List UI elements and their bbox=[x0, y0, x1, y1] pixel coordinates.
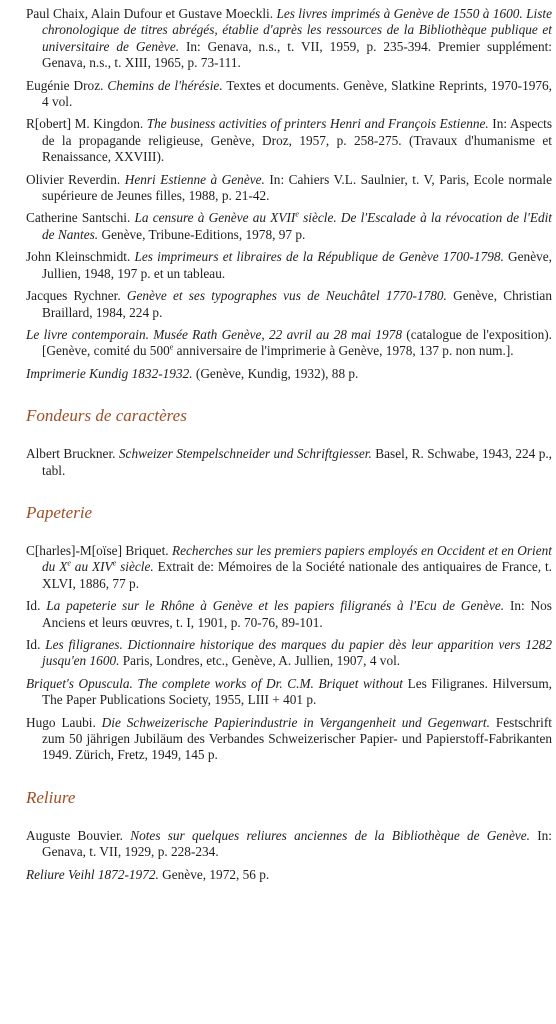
entry-title-text: Les imprimeurs et libraires de la République de Genève 1700-1798. bbox=[134, 249, 504, 265]
bibliography-entry bbox=[26, 366, 552, 382]
entry-text: Hugo Laubi. bbox=[26, 714, 102, 730]
entry-text: In: Genava, t. VII, 1929, p. 228-234. bbox=[42, 827, 552, 860]
entry-text: Textes et documents. Genève, Slatkine Reprints, 1970-1976, 4 vol. bbox=[42, 77, 552, 110]
bibliography-entry bbox=[26, 210, 552, 243]
entry-text: C[harles]-M[oïse] Briquet. bbox=[26, 542, 172, 558]
entry-text: (catalogue de l'exposition). [Genève, comité du 500 bbox=[42, 326, 552, 359]
entry-text: Genève, Christian Braillard, 1984, 224 p. bbox=[42, 288, 552, 320]
entry-title-text: La censure à Genève au XVII bbox=[134, 210, 296, 226]
entry-text: Festschrift zum 50 jährigen Jubiläum des Verbandes Schweizerischer Papier- und Papierstoff-Fabrikanten 1949. Zürich, Fretz, 1949, 145 p. bbox=[42, 714, 552, 763]
entry-text: Albert Bruckner. bbox=[26, 446, 119, 462]
entry-text: Id. bbox=[26, 636, 46, 652]
section-heading-reliure: Reliure bbox=[26, 787, 76, 807]
entry-title-text: Schweizer Stempelschneider und Schriftgiesser. bbox=[118, 446, 372, 462]
section-heading-papeterie: Papeterie bbox=[26, 502, 93, 522]
bibliography-entry bbox=[26, 78, 552, 111]
bibliography-entry bbox=[26, 172, 552, 205]
entry-title-text: siècle. De l'Escalade à la révocation de l'Edit de Nantes. bbox=[42, 210, 552, 242]
bibliography-entry bbox=[26, 715, 552, 764]
entry-title-text: Notes sur quelques reliures anciennes de la Bibliothèque de Genève. bbox=[130, 827, 530, 843]
entry-title-text: Briquet's Opuscula. The complete works of Dr. C.M. Briquet without bbox=[26, 675, 403, 691]
entry-title-text: Henri Estienne à Genève. bbox=[124, 171, 265, 187]
entry-text: Jacques Rychner. bbox=[26, 288, 127, 304]
bibliography-entry bbox=[26, 327, 552, 360]
entry-title-text: La papeterie sur le Rhône à Genève et les papiers filigranés à l'Ecu de Genève. bbox=[46, 598, 505, 614]
entry-title-text: au XIV bbox=[70, 559, 113, 575]
entry-text: Catherine Santschi. bbox=[26, 210, 135, 226]
entry-title-text: Chemins de l'hérésie. bbox=[107, 77, 223, 93]
entry-title-text: Reliure Veihl 1872-1972. bbox=[26, 866, 159, 882]
entry-title-text: Die Schweizerische Papierindustrie in Vergangenheit und Gegenwart. bbox=[101, 714, 490, 730]
entry-text: John Kleinschmidt. bbox=[26, 249, 135, 265]
entry-text: Extrait de: Mémoires de la Société nationale des antiquaires de France, t. XLVI, 1886, 77 p. bbox=[42, 559, 553, 591]
entry-text: Paris, Londres, etc., Genève, A. Jullien, 1907, 4 vol. bbox=[119, 653, 401, 669]
entry-text: Genève, Jullien, 1948, 197 p. et un tableau. bbox=[42, 249, 552, 281]
bibliography-entry bbox=[26, 598, 552, 631]
entry-text: Paul Chaix, Alain Dufour et Gustave Moeckli. bbox=[26, 6, 277, 21]
entry-text: e bbox=[169, 342, 174, 352]
entry-text: Les Filigranes. Hilversum, The Paper Publications Society, 1955, LIII + 401 p. bbox=[42, 675, 552, 708]
entry-title-text: Recherches sur les premiers papiers employés en Occident et en Orient du X bbox=[42, 542, 552, 575]
entry-title-text: Le livre contemporain. Musée Rath Genève, 22 avril au 28 mai 1978 bbox=[26, 326, 402, 342]
entry-text: Id. bbox=[26, 598, 47, 614]
bibliography-entry bbox=[26, 867, 552, 883]
bibliography-entry bbox=[26, 543, 552, 592]
bibliography-entry bbox=[26, 288, 552, 321]
entry-text: In: Cahiers V.L. Saulnier, t. V, Paris, Ecole normale supérieure de Jeunes filles, 1988, p. 21-42. bbox=[42, 171, 552, 204]
entry-text: Genève, 1972, 56 p. bbox=[158, 866, 270, 882]
entry-text: (Genève, Kundig, 1932), 88 p. bbox=[192, 365, 359, 381]
entry-title-text: Genève et ses typographes vus de Neuchâtel 1770-1780. bbox=[126, 288, 447, 304]
entry-title-text: e bbox=[295, 210, 299, 220]
entry-text: Eugénie Droz. bbox=[26, 77, 108, 93]
entry-text: In: Genava, n.s., t. VII, 1959, p. 235-394. Premier supplément: Genava, n.s., t. XIII, 1965, p. 73-111. bbox=[42, 38, 552, 71]
bibliography-entry bbox=[26, 446, 552, 479]
entry-title-text: Imprimerie Kundig 1832-1932. bbox=[26, 365, 193, 381]
entry-title-text: e bbox=[112, 558, 117, 568]
entry-text: Olivier Reverdin. bbox=[26, 171, 125, 187]
bibliography-entry bbox=[26, 637, 552, 670]
entry-text: R[obert] M. Kingdon. bbox=[26, 116, 147, 132]
entry-title-text: Les livres imprimés à Genève de 1550 à 1600. Liste chronologique de titres abrégés, établie d'après les ressources de la Bibliothèque publique et universitaire de Genève. bbox=[42, 6, 552, 54]
entry-title-text: The business activities of printers Henri and François Estienne. bbox=[146, 116, 489, 132]
entry-text: Basel, R. Schwabe, 1943, 224 p., tabl. bbox=[42, 446, 552, 478]
entry-text: Genève, Tribune-Editions, 1978, 97 p. bbox=[98, 226, 306, 242]
bibliography-entry bbox=[26, 676, 552, 709]
entry-title-text: siècle. bbox=[116, 559, 154, 575]
bibliography-entry bbox=[26, 828, 552, 861]
entry-text: In: Aspects de la propagande religieuse, Genève, Droz, 1957, p. 258-275. (Travaux d'humanisme et Renaissance, XXVIII). bbox=[42, 116, 552, 165]
bibliography-entry bbox=[26, 249, 552, 282]
entry-title-text: Les filigranes. Dictionnaire historique des marques du papier dès leur apparition vers 1282 jusqu'en 1600. bbox=[42, 636, 552, 669]
entry-text: anniversaire de l'imprimerie à Genève, 1978, 137 p. non num.]. bbox=[173, 343, 514, 359]
bibliography-entry bbox=[26, 6, 552, 72]
entry-text: In: Nos Anciens et leurs œuvres, t. I, 1901, p. 70-76, 89-101. bbox=[42, 598, 552, 630]
entry-title-text: e bbox=[67, 558, 71, 568]
bibliography-entry bbox=[26, 116, 552, 165]
section-heading-fondeurs-de-caracteres: Fondeurs de caractères bbox=[26, 406, 187, 426]
entry-text: Auguste Bouvier. bbox=[26, 827, 131, 843]
